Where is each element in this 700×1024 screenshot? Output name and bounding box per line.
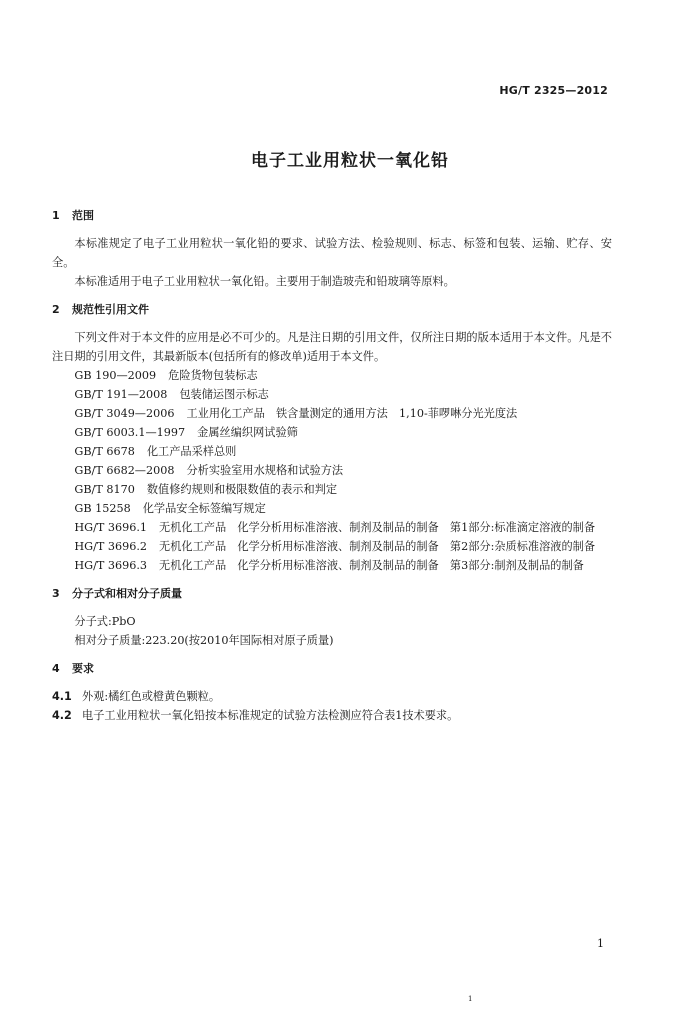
document-body bbox=[52, 206, 612, 725]
section-title: 要求 bbox=[72, 662, 94, 675]
reference-title: 化工产品采样总则 bbox=[146, 445, 237, 458]
molecular-mass: 相对分子质量:223.20(按2010年国际相对原子质量) bbox=[74, 634, 334, 647]
reference-item bbox=[52, 518, 612, 537]
reference-title: 工业用化工产品 铁含量测定的通用方法 1,10-菲啰啉分光光度法 bbox=[186, 407, 518, 420]
section-number: 4 bbox=[52, 662, 60, 675]
reference-item bbox=[52, 404, 612, 423]
section-heading-formula bbox=[52, 584, 612, 603]
reference-item bbox=[52, 442, 612, 461]
reference-code: GB/T 8170 bbox=[74, 483, 135, 496]
reference-title: 无机化工产品 化学分析用标准溶液、制剂及制品的制备 第2部分:杂质标准溶液的制备 bbox=[159, 540, 596, 553]
reference-title: 分析实验室用水规格和试验方法 bbox=[186, 464, 344, 477]
reference-code: HG/T 3696.1 bbox=[74, 521, 148, 534]
reference-title: 金属丝编织网试验筛 bbox=[197, 426, 298, 439]
references-intro: 下列文件对于本文件的应用是必不可少的。凡是注日期的引用文件，仅所注日期的版本适用于本文件。凡是不注日期的引用文件，其最新版本(包括所有的修改单)适用于本文件。 bbox=[52, 331, 612, 363]
section-heading-scope bbox=[52, 206, 612, 225]
standard-code: HG/T 2325—2012 bbox=[499, 84, 608, 97]
section-heading-requirements bbox=[52, 659, 612, 678]
reference-title: 无机化工产品 化学分析用标准溶液、制剂及制品的制备 第1部分:标准滴定溶液的制备 bbox=[159, 521, 596, 534]
section-title: 范围 bbox=[72, 209, 94, 222]
requirement-text: 外观:橘红色或橙黄色颗粒。 bbox=[82, 690, 221, 703]
reference-title: 包装储运图示标志 bbox=[179, 388, 269, 401]
requirement-number: 4.2 bbox=[52, 709, 72, 722]
scope-paragraph-2: 本标准适用于电子工业用粒状一氧化铅。主要用于制造玻壳和铅玻璃等原料。 bbox=[74, 275, 455, 288]
reference-code: GB/T 6678 bbox=[74, 445, 135, 458]
bottom-mark: 1 bbox=[468, 995, 473, 1003]
requirement-number: 4.1 bbox=[52, 690, 72, 703]
page-number: 1 bbox=[597, 937, 604, 950]
reference-item bbox=[52, 423, 612, 442]
reference-code: GB/T 191—2008 bbox=[74, 388, 168, 401]
reference-item bbox=[52, 461, 612, 480]
reference-item bbox=[52, 366, 612, 385]
section-heading-references bbox=[52, 300, 612, 319]
reference-code: HG/T 3696.3 bbox=[74, 559, 148, 572]
section-title: 规范性引用文件 bbox=[72, 303, 149, 316]
reference-code: GB/T 6682—2008 bbox=[74, 464, 175, 477]
scope-paragraph-1: 本标准规定了电子工业用粒状一氧化铅的要求、试验方法、检验规则、标志、标签和包装、运输、贮存、安全。 bbox=[52, 237, 612, 269]
reference-item bbox=[52, 385, 612, 404]
document-title: 电子工业用粒状一氧化铅 bbox=[251, 151, 449, 171]
reference-item bbox=[52, 556, 612, 575]
reference-list bbox=[52, 366, 612, 575]
reference-title: 无机化工产品 化学分析用标准溶液、制剂及制品的制备 第3部分:制剂及制品的制备 bbox=[159, 559, 584, 572]
reference-code: HG/T 3696.2 bbox=[74, 540, 148, 553]
section-number: 3 bbox=[52, 587, 60, 600]
requirement-item bbox=[52, 706, 612, 725]
reference-code: GB 190—2009 bbox=[74, 369, 157, 382]
section-number: 1 bbox=[52, 209, 60, 222]
reference-code: GB/T 3049—2006 bbox=[74, 407, 175, 420]
reference-title: 化学品安全标签编写规定 bbox=[142, 502, 266, 515]
reference-item bbox=[52, 480, 612, 499]
reference-item bbox=[52, 499, 612, 518]
reference-title: 危险货物包装标志 bbox=[168, 369, 258, 382]
reference-code: GB/T 6003.1—1997 bbox=[74, 426, 186, 439]
reference-title: 数值修约规则和极限数值的表示和判定 bbox=[146, 483, 338, 496]
molecular-formula: 分子式:PbO bbox=[74, 615, 136, 628]
reference-code: GB 15258 bbox=[74, 502, 131, 515]
requirement-item bbox=[52, 687, 612, 706]
section-title: 分子式和相对分子质量 bbox=[72, 587, 182, 600]
section-number: 2 bbox=[52, 303, 60, 316]
requirement-text: 电子工业用粒状一氧化铅按本标准规定的试验方法检测应符合表1技术要求。 bbox=[82, 709, 459, 722]
reference-item bbox=[52, 537, 612, 556]
